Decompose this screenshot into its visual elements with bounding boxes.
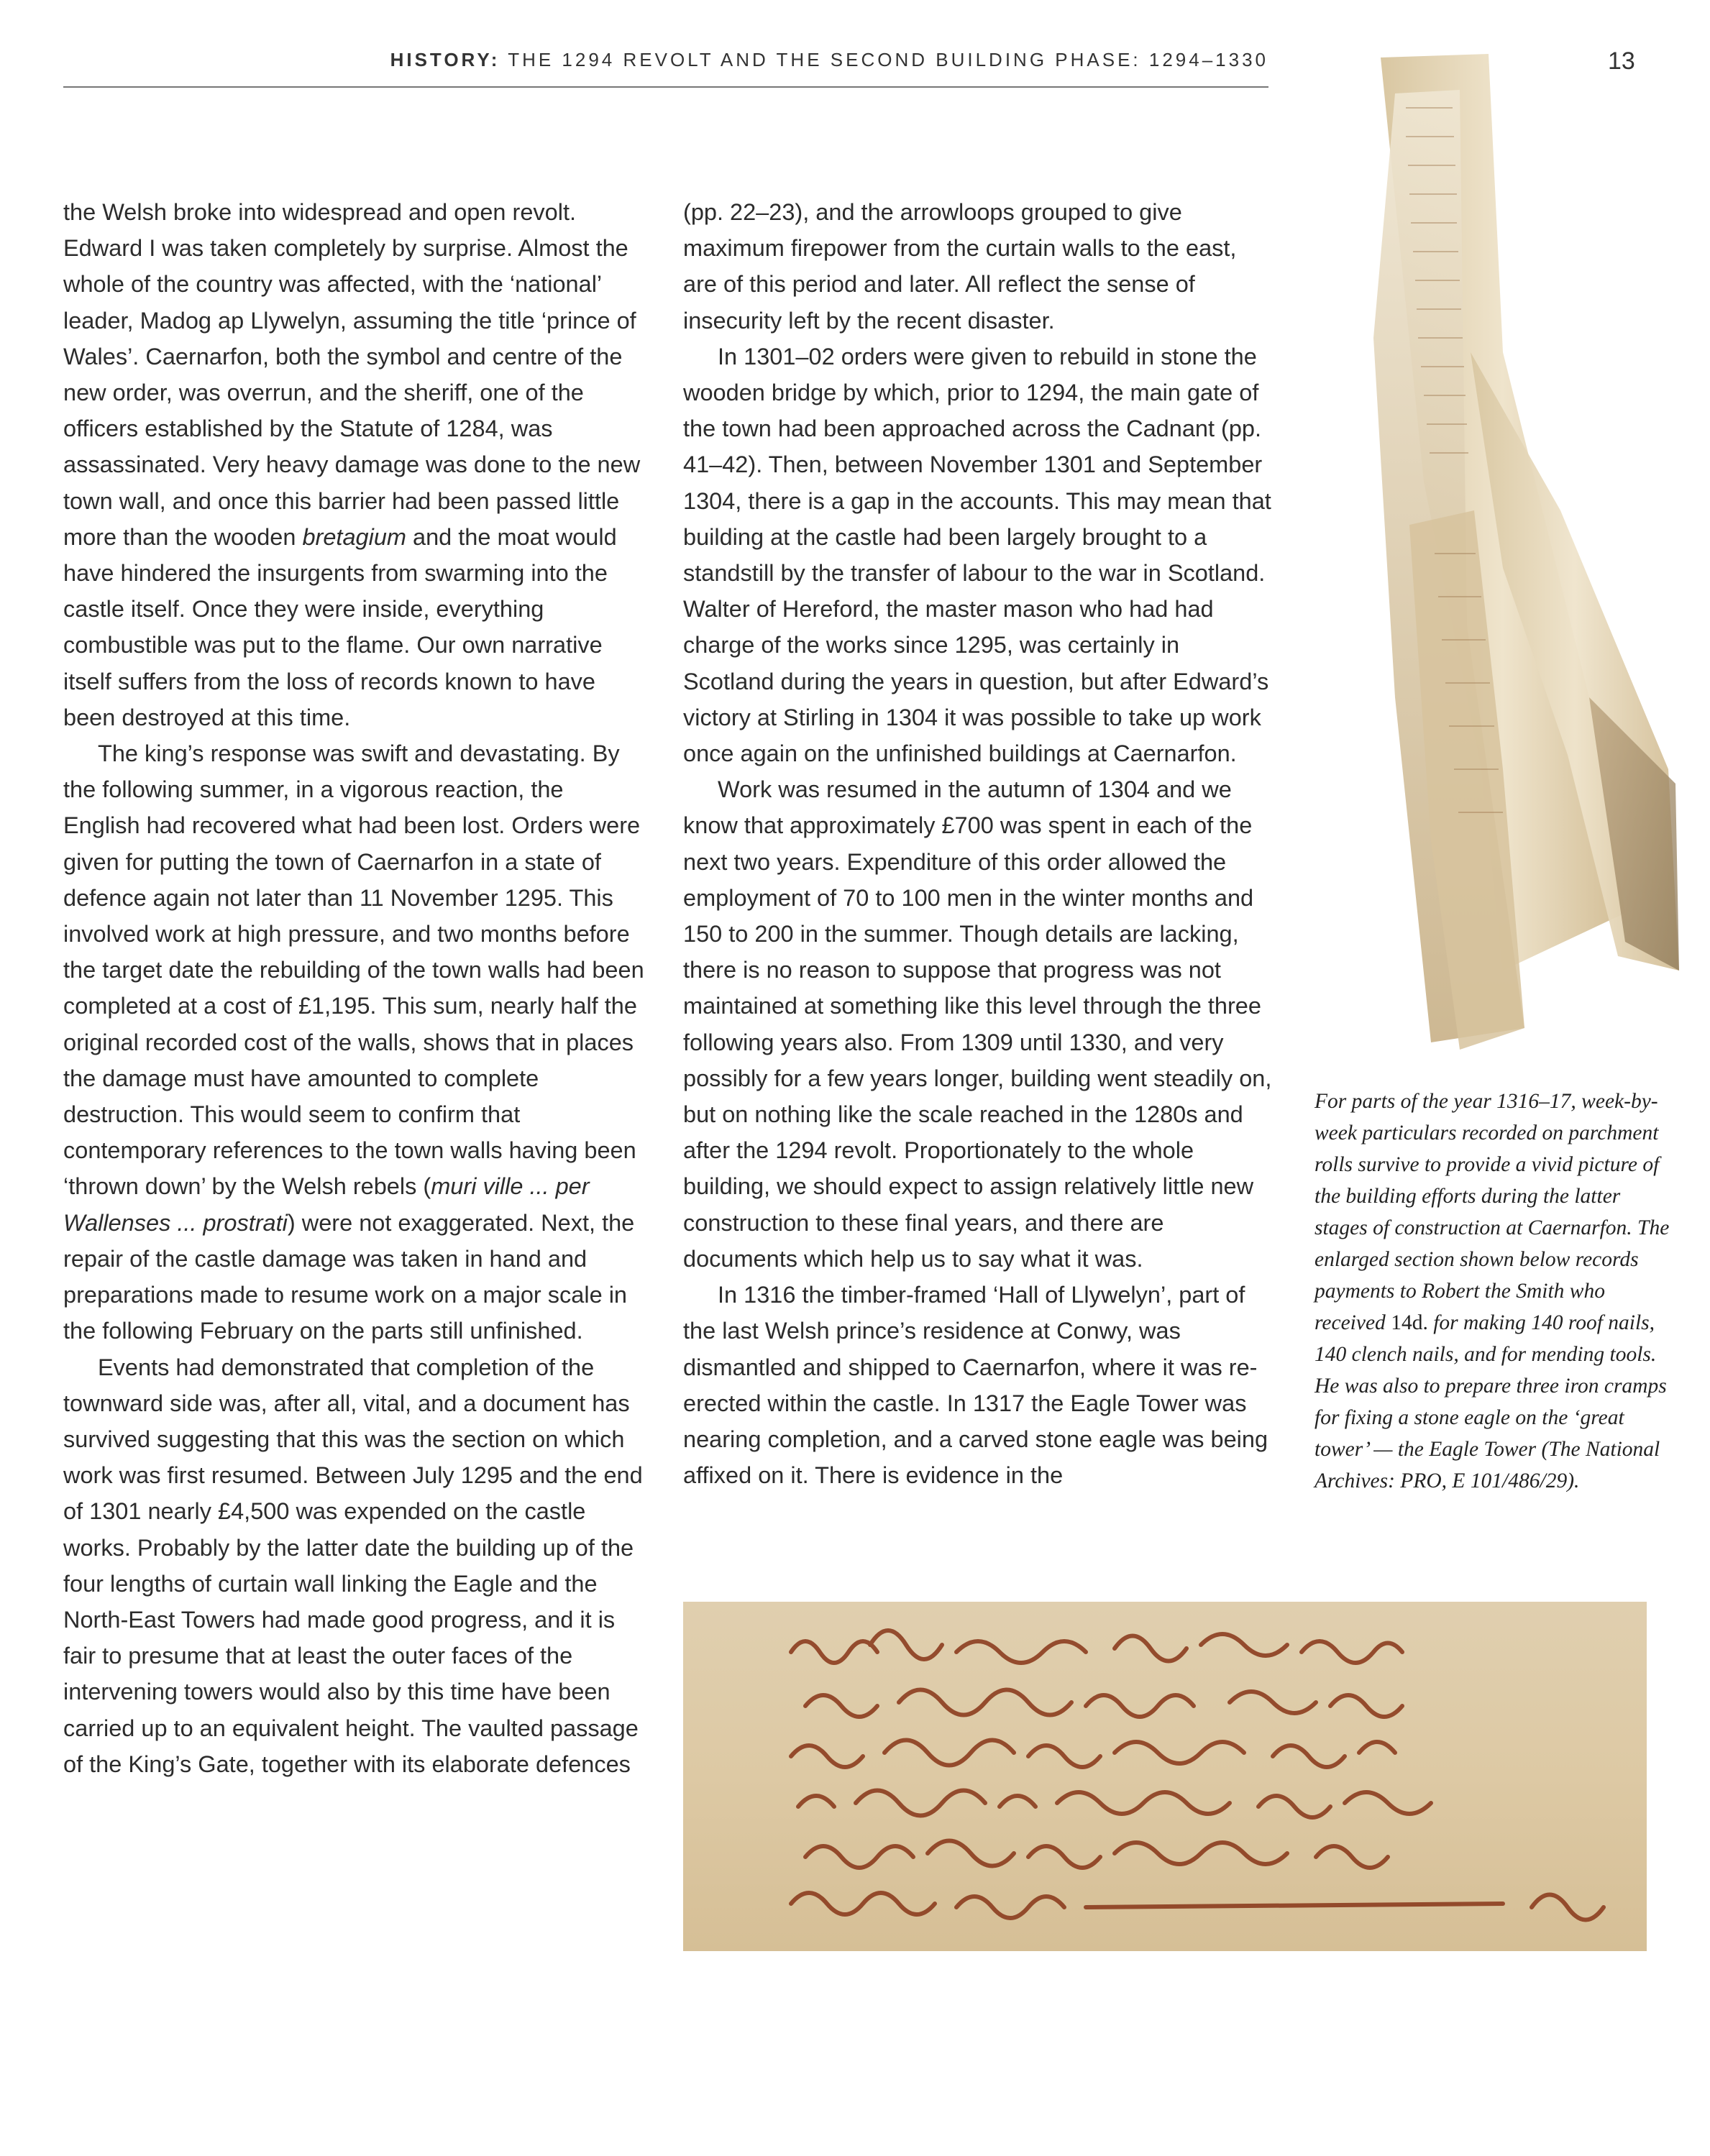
manuscript-detail-image [683, 1602, 1647, 1951]
paragraph: Work was resumed in the autumn of 1304 and we know that approximately £700 was spent in each of the next two years. Expenditure of this order allowed the employment of 70 to 100 men in the winter months and 150 to 200 in the summer. Though details are lacking, there is no reason to suppose that progress was not maintained at something like this level through the three following years also. From 1309 until 1330, and very possibly for a few years longer, building went steadily on, but on nothing like the scale reached in the 1280s and after the 1294 revolt. Proportionately to the whole building, we should expect to assign relatively little new construction to these final years, and there are documents which help us to say what it was. [683, 776, 1272, 1272]
latin-quote: muri ville ... per Wallenses ... prostrati [63, 1173, 590, 1236]
paragraph: the Welsh broke into widespread and open revolt. Edward I was taken completely by surprise. Almost the whole of the country was affected, with the ‘national’ leader, Madog ap Llywelyn, assuming the title ‘prince of Wales’. Caernarfon, both the symbol and centre of the new order, was overrun, and the sheriff, one of the officers established by the Statute of 1284, was assassinated. Very heavy damage was done to the new town wall, and once this barrier had been passed little more than the wooden bretagium and the moat would have hindered the insurgents from swarming into the castle itself. Once they were inside, everything combustible was put to the flame. Our own narrative itself suffers from the loss of records known to have been destroyed at this time. [63, 199, 641, 730]
page-number: 13 [1608, 47, 1635, 75]
paragraph: Events had demonstrated that completion of the townward side was, after all, vital, and a document has survived suggesting that this was the section on which work was first resumed. Between July 1295 and the end of 1301 nearly £4,500 was expended on the castle works. Probably by the latter date the building up of the four lengths of curtain wall linking the Eagle and the North-East Towers had made good progress, and it is fair to presume that at least the outer faces of the intervening towers would also by this time have been carried up to an equivalent height. The vaulted passage of the King’s Gate, together with its elaborate defences [63, 1354, 643, 1777]
running-head-title: THE 1294 REVOLT AND THE SECOND BUILDING PHASE: 1294–1330 [508, 49, 1268, 70]
running-head-section: HISTORY: [390, 49, 500, 70]
paragraph: (pp. 22–23), and the arrowloops grouped to give maximum firepower from the curtain walls to the east, are of this period and later. All reflect the sense of insecurity left by the recent disaster. [683, 199, 1237, 334]
paragraph: In 1301–02 orders were given to rebuild in stone the wooden bridge by which, prior to 1294, the main gate of the town had been approached across the Cadnant (pp. 41–42). Then, between November 1301 and September 1304, there is a gap in the accounts. This may mean that building at the castle had been largely brought to a standstill by the transfer of labour to the war in Scotland. Walter of Hereford, the master mason who had had charge of the works since 1295, was certainly in Scotland during the years in question, but after Edward’s victory at Stirling in 1304 it was possible to take up work once again on the unfinished buildings at Caernarfon. [683, 343, 1271, 767]
image-caption: For parts of the year 1316–17, week-by-week particulars recorded on parchment rolls survive to provide a vivid picture of the building efforts during the latter stages of construction at Caernarfon. The enlarged section shown below records payments to Robert the Smith who received 14d. for making 140 roof nails, 140 clench nails, and for mending tools. He was also to prepare three iron cramps for fixing a stone eagle on the ‘great tower’ — the Eagle Tower (The National Archives: PRO, E 101/486/29). [1314, 1090, 1670, 1492]
header-rule [63, 86, 1268, 88]
text-column-left [63, 194, 646, 1782]
parchment-rolls-photo [1287, 50, 1679, 1057]
running-head [63, 49, 1268, 71]
handwriting-lines [683, 1602, 1647, 1951]
text-column-middle [683, 194, 1273, 1493]
italic-term: bretagium [302, 523, 406, 550]
paragraph: The king’s response was swift and devastating. By the following summer, in a vigorous reaction, the English had recovered what had been lost. Orders were given for putting the town of Caernarfon in a state of defence again not later than 11 November 1295. This involved work at high pressure, and two months before the target date the rebuilding of the town walls had been completed at a cost of £1,195. This sum, nearly half the original recorded cost of the walls, shows that in places the damage must have amounted to complete destruction. This would seem to confirm that contemporary references to the town walls having been ‘thrown down’ by the Welsh rebels (muri ville ... per Wallenses ... prostrati) were not exaggerated. Next, the repair of the castle damage was taken in hand and preparations made to resume work on a major scale in the following February on the parts still unfinished. [63, 740, 644, 1344]
paragraph: In 1316 the timber-framed ‘Hall of Llywelyn’, part of the last Welsh prince’s residence at Conwy, was dismantled and shipped to Caernarfon, where it was re-erected within the castle. In 1317 the Eagle Tower was nearing completion, and a carved stone eagle was being affixed on it. There is evidence in the [683, 1282, 1268, 1489]
